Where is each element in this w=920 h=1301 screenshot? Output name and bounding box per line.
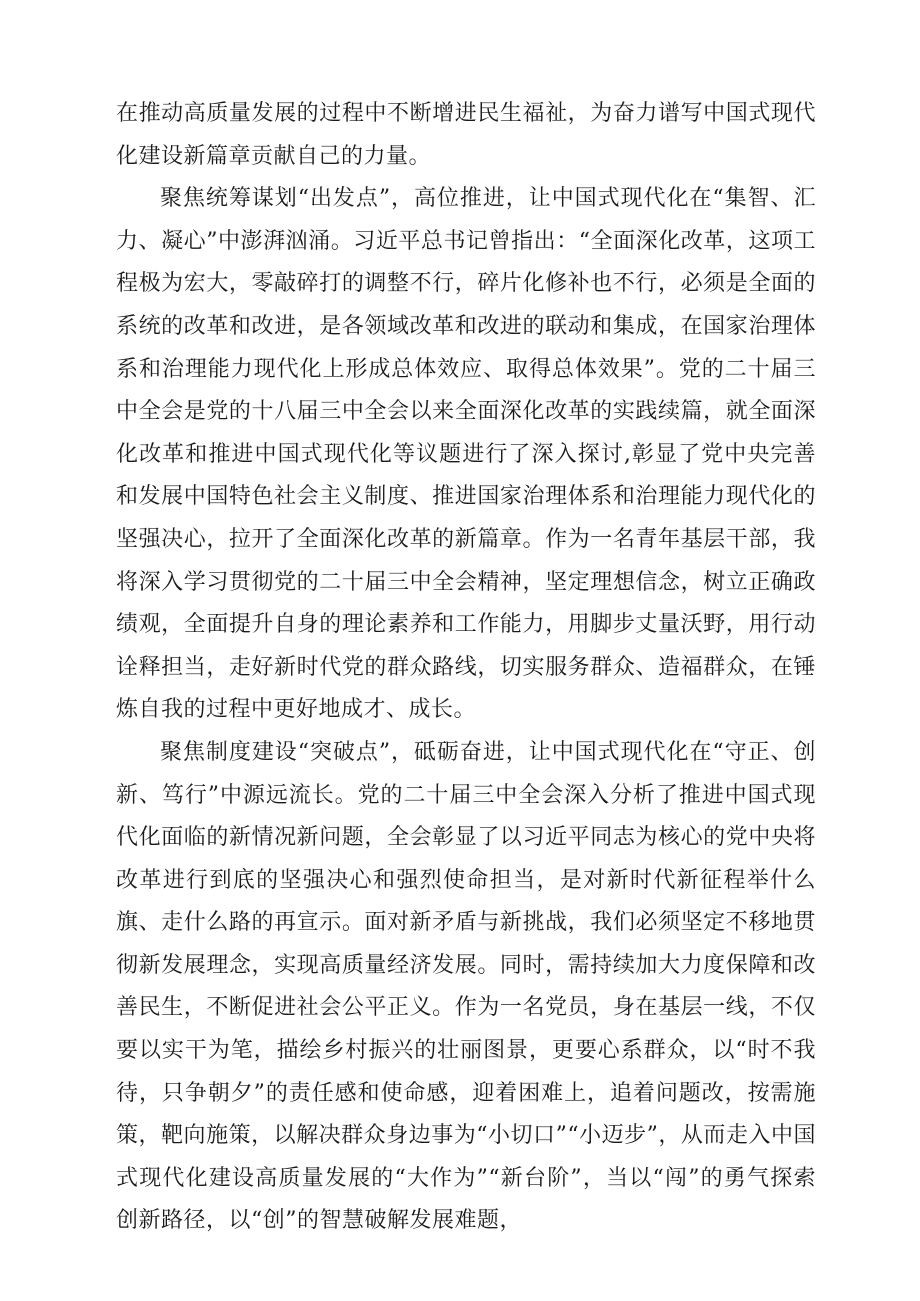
paragraph-3: 聚焦制度建设“突破点”，砥砺奋进，让中国式现代化在“守正、创新、笃行”中源远流长。党的二十届三中全会深入分析了推进中国式现代化面临的新情况新问题，全会彰显了以习近平同志为核心的党中央将改革进行到底的坚强决心和强烈使命担当，是对新时代新征程举什么旗、走什么路的再宣示。面对新矛盾与新挑战，我们必须坚定不移地贯彻新发展理念，实现高质量经济发展。同时，需持续加大力度保障和改善民生，不断促进社会公平正义。作为一名党员，身在基层一线，不仅要以实干为笔，描绘乡村振兴的壮丽图景，更要心系群众，以“时不我待，只争朝夕”的责任感和使命感，迎着困难上，追着问题改，按需施策，靶向施策，以解决群众身边事为“小切口”“小迈步”，从而走入中国式现代化建设高质量发展的“大作为”“新台阶”，当以“闯”的勇气探索创新路径，以“创”的智慧破解发展难题， — [116, 739, 816, 1234]
paragraph-2: 聚焦统筹谋划“出发点”，高位推进，让中国式现代化在“集智、汇力、凝心”中澎湃汹涌。习近平总书记曾指出：“全面深化改革，这项工程极为宏大，零敲碎打的调整不行，碎片化修补也不行，必须是全面的系统的改革和改进，是各领域改革和改进的联动和集成，在国家治理体系和治理能力现代化上形成总体效应、取得总体效果”。党的二十届三中全会是党的十八届三中全会以来全面深化改革的实践续篇，就全面深化改革和推进中国式现代化等议题进行了深入探讨,彰显了党中央完善和发展中国特色社会主义制度、推进国家治理体系和治理能力现代化的坚强决心，拉开了全面深化改革的新篇章。作为一名青年基层干部，我将深入学习贯彻党的二十届三中全会精神，坚定理想信念，树立正确政绩观，全面提升自身的理论素养和工作能力，用脚步丈量沃野，用行动诠释担当，走好新时代党的群众路线，切实服务群众、造福群众，在锤炼自我的过程中更好地成才、成长。 — [116, 186, 816, 723]
document-body — [116, 93, 816, 1243]
paragraph-1: 在推动高质量发展的过程中不断增进民生福祉，为奋力谱写中国式现代化建设新篇章贡献自己的力量。 — [116, 101, 816, 169]
